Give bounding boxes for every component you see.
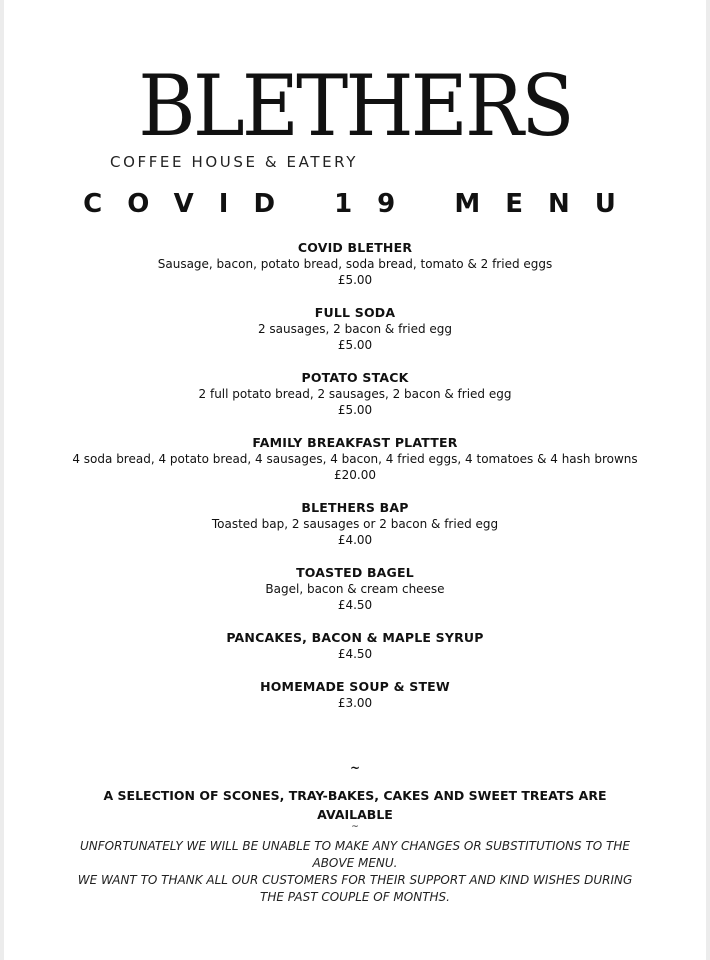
separator: ~	[349, 761, 361, 775]
footer-line: WE WANT TO THANK ALL OUR CUSTOMERS FOR THEIR SUPPORT AND KIND WISHES DURING THE PAST COUPLE OF MONTHS.	[77, 873, 633, 904]
menu-page	[4, 0, 706, 960]
separator-small: ~	[351, 822, 359, 832]
menu-item-price: £4.50	[337, 647, 373, 661]
menu-item-name: BLETHERS BAP	[301, 500, 409, 515]
brand-logo: BLETHERS	[138, 57, 572, 155]
menu-item	[4, 679, 706, 711]
menu-item-description: Sausage, bacon, potato bread, soda bread, tomato & 2 fried eggs	[157, 257, 553, 271]
menu-item-name: FAMILY BREAKFAST PLATTER	[252, 435, 458, 450]
footer-line: UNFORTUNATELY WE WILL BE UNABLE TO MAKE ANY CHANGES OR SUBSTITUTIONS TO THE ABOVE MENU.	[80, 839, 630, 870]
menu-item-price: £20.00	[334, 468, 376, 482]
menu-item-price: £5.00	[337, 403, 373, 417]
menu-item-description: 2 full potato bread, 2 sausages, 2 bacon & fried egg	[198, 387, 512, 401]
menu-item-name: FULL SODA	[314, 305, 396, 320]
menu-item	[4, 630, 706, 662]
menu-item	[4, 240, 706, 288]
menu-item-name: TOASTED BAGEL	[296, 565, 414, 580]
menu-item-price: £4.00	[337, 533, 373, 547]
menu-item	[4, 305, 706, 353]
menu-item	[4, 500, 706, 548]
menu-item-name: COVID BLETHER	[297, 240, 413, 255]
brand-tagline: COFFEE HOUSE & EATERY	[110, 153, 358, 171]
menu-item-name: POTATO STACK	[301, 370, 409, 385]
menu-item-description: Toasted bap, 2 sausages or 2 bacon & fried egg	[211, 517, 499, 531]
menu-list	[4, 240, 706, 728]
menu-item-description: Bagel, bacon & cream cheese	[265, 582, 445, 596]
menu-item-price: £3.00	[337, 696, 373, 710]
selection-note: A SELECTION OF SCONES, TRAY-BAKES, CAKES AND SWEET TREATS ARE AVAILABLE	[103, 788, 607, 822]
menu-item-price: £5.00	[337, 338, 373, 352]
menu-item-price: £4.50	[337, 598, 373, 612]
menu-item	[4, 370, 706, 418]
menu-item-price: £5.00	[337, 273, 373, 287]
menu-item-name: HOMEMADE SOUP & STEW	[260, 679, 450, 694]
menu-item-description: 2 sausages, 2 bacon & fried egg	[257, 322, 453, 336]
menu-item	[4, 565, 706, 613]
menu-item-description: 4 soda bread, 4 potato bread, 4 sausages, 4 bacon, 4 fried eggs, 4 tomatoes & 4 hash browns	[72, 452, 638, 466]
footer-note	[64, 838, 646, 906]
menu-item	[4, 435, 706, 483]
menu-title: COVID 19 MENU	[83, 189, 641, 219]
menu-item-name: PANCAKES, BACON & MAPLE SYRUP	[226, 630, 484, 645]
